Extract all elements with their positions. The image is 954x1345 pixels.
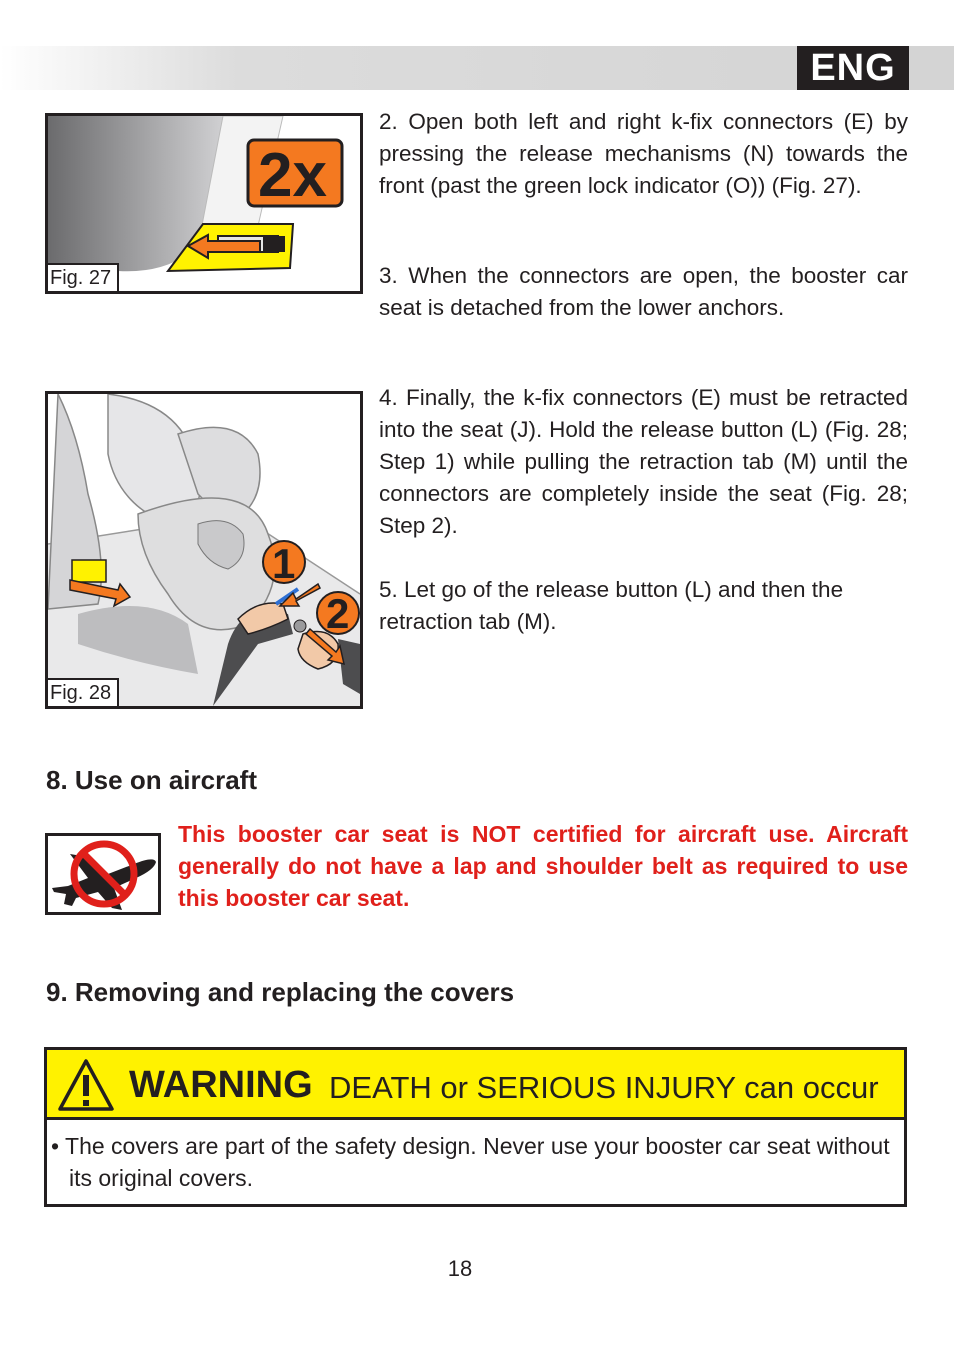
step-1-marker: 1: [272, 540, 296, 587]
step-2-marker: 2: [326, 590, 350, 637]
step-5-text: 5. Let go of the release button (L) and then the retraction tab (M).: [379, 577, 844, 634]
warning-header: [47, 1050, 904, 1120]
figure-28-illustration: [48, 394, 360, 706]
figure-27-badge: 2x: [258, 141, 327, 210]
section-9-heading: 9. Removing and replacing the covers: [46, 977, 515, 1007]
step-3-text: 3. When the connectors are open, the booster car seat is detached from the lower anchors.: [379, 263, 908, 320]
warning-title: WARNING: [129, 1064, 313, 1106]
warning-triangle-icon: [57, 1058, 115, 1112]
figure-28: [45, 391, 363, 709]
warning-box: [44, 1047, 907, 1207]
no-aircraft-icon: [45, 833, 161, 915]
language-badge: ENG: [797, 46, 909, 90]
warning-subtitle: DEATH or SERIOUS INJURY can occur: [329, 1070, 879, 1105]
figure-27: [45, 113, 363, 294]
aircraft-warning-text: This booster car seat is NOT certified for aircraft use. Aircraft generally do not have a lap and shoulder belt as required to use this booster car seat.: [178, 821, 908, 911]
step-2-text: 2. Open both left and right k-fix connectors (E) by pressing the release mechanisms (N) towards the front (past the green lock indicator (O)) (Fig. 27).: [379, 109, 908, 198]
page-number: 18: [447, 1256, 473, 1281]
warning-body-text: • The covers are part of the safety design. Never use your booster car seat without its original covers.: [51, 1133, 890, 1191]
figure-28-label: Fig. 28: [48, 678, 119, 706]
step-4-text: 4. Finally, the k-fix connectors (E) must be retracted into the seat (J). Hold the release button (L) (Fig. 28; Step 1) while pulling the retraction tab (M) until the connectors are completely inside the seat (Fig. 28; Step 2).: [379, 385, 908, 538]
figure-27-label: Fig. 27: [48, 263, 119, 291]
section-8-heading: 8. Use on aircraft: [46, 765, 257, 795]
